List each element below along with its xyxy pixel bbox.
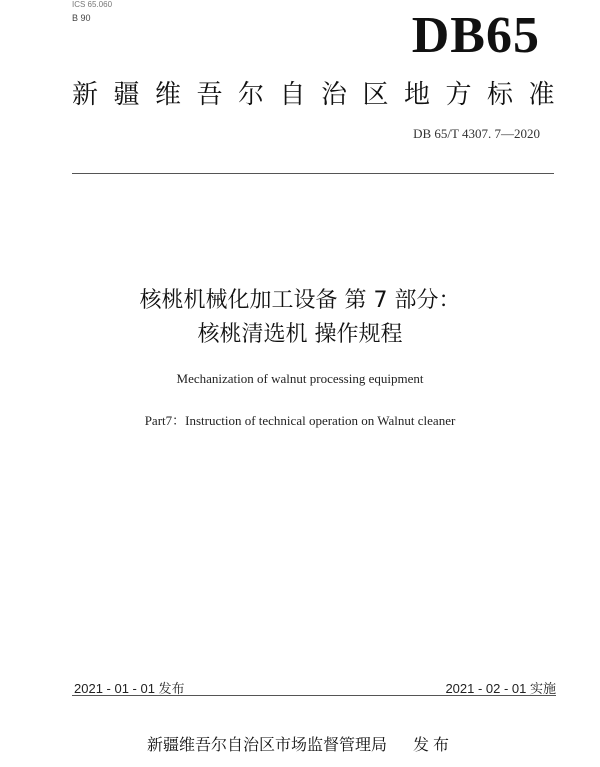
standard-type: 新疆维吾尔自治区地方标准 (72, 80, 571, 110)
issuer-name: 新疆维吾尔自治区市场监督管理局 (146, 735, 387, 754)
issue-date: 2021 - 01 - 01 发布 (74, 681, 185, 696)
ccs-code: B 90 (72, 13, 91, 23)
publish-label: 发布 (413, 735, 454, 754)
issuing-authority (0, 732, 600, 755)
implementation-date: 2021 - 02 - 01 实施 (445, 681, 556, 696)
title-cn-line2: 核桃清选机 操作规程 (197, 322, 403, 347)
standard-number: DB 65/T 4307. 7—2020 (413, 126, 540, 141)
title-cn-line1: 核桃机械化加工设备 第 7 部分： (139, 288, 461, 313)
title-en-line1: Mechanization of walnut processing equipment (176, 371, 424, 386)
standard-logo: DB65 (411, 7, 540, 64)
top-divider (72, 173, 554, 174)
ics-code: ICS 65.060 (72, 0, 113, 9)
bottom-divider (72, 695, 556, 696)
title-en-line2: Part7：Instruction of technical operation on Walnut cleaner (144, 413, 456, 428)
